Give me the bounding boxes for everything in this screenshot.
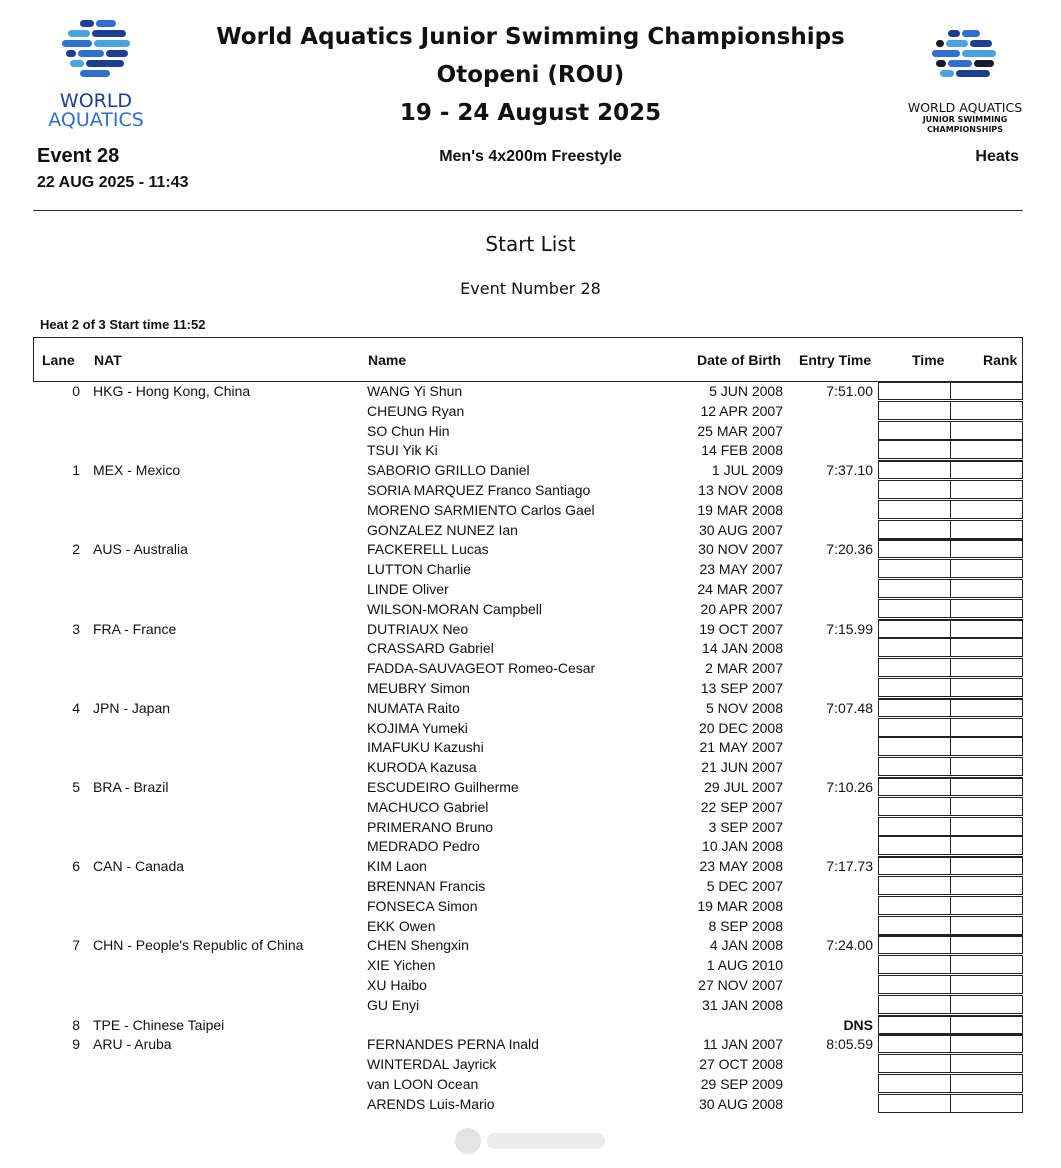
table-row xyxy=(33,896,1023,916)
swimmer-dob: 27 OCT 2008 xyxy=(699,1056,783,1073)
table-row xyxy=(33,401,1023,421)
rank-box xyxy=(950,500,1023,519)
swimmer-name: FERNANDES PERNA Inald xyxy=(367,1036,539,1053)
col-lane: Lane xyxy=(42,352,75,368)
rank-box xyxy=(950,1074,1023,1093)
swimmer-dob: 27 NOV 2007 xyxy=(698,977,783,993)
swimmer-dob: 13 SEP 2007 xyxy=(700,680,783,696)
rank-box xyxy=(950,896,1023,915)
time-box xyxy=(878,1034,951,1053)
table-row xyxy=(33,955,1023,975)
entry-time: 7:10.26 xyxy=(826,779,873,795)
round-name: Heats xyxy=(975,148,1019,165)
swimmer-name: XU Haibo xyxy=(367,977,427,993)
swimmer-dob: 30 AUG 2007 xyxy=(698,521,783,538)
table-row xyxy=(33,658,1023,678)
rank-box xyxy=(950,539,1023,558)
time-box xyxy=(878,1054,951,1073)
swimmer-name: BRENNAN Francis xyxy=(367,878,486,894)
swimmer-dob: 31 JAN 2008 xyxy=(702,996,783,1013)
team-nat: CAN - Canada xyxy=(93,858,185,875)
swimmer-dob: 8 SEP 2008 xyxy=(708,917,783,934)
table-row xyxy=(33,916,1023,936)
table-header xyxy=(33,337,1023,382)
time-box xyxy=(878,599,951,618)
table-row xyxy=(33,1094,1023,1114)
rank-box xyxy=(950,916,1023,935)
swimmer-name: CHEUNG Ryan xyxy=(367,402,465,419)
swimmer-dob: 1 JUL 2009 xyxy=(711,462,783,479)
rank-box xyxy=(950,817,1023,836)
logo-right-word-2: JUNIOR SWIMMING xyxy=(922,115,1008,124)
table-row xyxy=(33,460,1023,480)
swimmer-dob: 29 JUL 2007 xyxy=(704,779,783,795)
swimmer-name: WANG Yi Shun xyxy=(367,383,463,399)
swimmer-name: FADDA-SAUVAGEOT Romeo-Cesar xyxy=(367,660,596,677)
time-box xyxy=(878,520,951,539)
col-name: Name xyxy=(368,352,407,368)
entry-time: DNS xyxy=(843,1016,873,1033)
table-row xyxy=(33,836,1023,856)
time-box xyxy=(878,916,951,935)
rank-box xyxy=(950,1034,1023,1053)
time-box xyxy=(878,975,951,994)
swimmer-dob: 24 MAR 2007 xyxy=(697,581,783,597)
swimmer-dob: 23 MAY 2007 xyxy=(699,561,783,578)
table-row xyxy=(33,757,1023,777)
time-box xyxy=(878,757,951,776)
time-box xyxy=(878,658,951,677)
championship-dates: 19 - 24 August 2025 xyxy=(399,100,662,126)
rank-box xyxy=(950,678,1023,697)
swimmer-dob: 10 JAN 2008 xyxy=(702,838,783,855)
time-box xyxy=(878,678,951,697)
championship-title: World Aquatics Junior Swimming Championships xyxy=(216,24,845,50)
swimmer-name: SORIA MARQUEZ Franco Santiago xyxy=(367,482,591,498)
table-row xyxy=(33,975,1023,995)
swimmer-name: MORENO SARMIENTO Carlos Gael xyxy=(367,501,595,518)
swimmer-name: IMAFUKU Kazushi xyxy=(367,739,484,756)
time-box xyxy=(878,995,951,1014)
entry-time: 7:37.10 xyxy=(826,462,873,479)
col-entry-time: Entry Time xyxy=(799,352,872,368)
rank-box xyxy=(950,579,1023,598)
time-box xyxy=(878,401,951,420)
team-nat: CHN - People's Republic of China xyxy=(93,937,304,954)
swimmer-dob: 21 MAY 2007 xyxy=(699,739,783,756)
rank-box xyxy=(950,836,1023,855)
time-box xyxy=(878,836,951,855)
team-nat: JPN - Japan xyxy=(93,699,171,716)
table-row xyxy=(33,856,1023,876)
table-row xyxy=(33,440,1023,460)
rank-box xyxy=(950,718,1023,737)
time-box xyxy=(878,638,951,657)
lane-number: 0 xyxy=(72,383,80,399)
lane-number: 1 xyxy=(72,462,80,479)
event-datetime: 22 AUG 2025 - 11:43 xyxy=(37,174,189,191)
rank-box xyxy=(950,658,1023,677)
entry-time: 7:07.48 xyxy=(826,699,873,716)
swimmer-name: LUTTON Charlie xyxy=(367,561,471,578)
time-box xyxy=(878,500,951,519)
team-nat: BRA - Brazil xyxy=(93,779,169,795)
table-row xyxy=(33,619,1023,639)
time-box xyxy=(878,935,951,954)
table-row xyxy=(33,1054,1023,1074)
time-box xyxy=(878,539,951,558)
swimmer-dob: 5 DEC 2007 xyxy=(706,878,783,894)
header-divider xyxy=(33,210,1023,211)
time-box xyxy=(878,480,951,499)
swimmer-name: KOJIMA Yumeki xyxy=(367,719,468,736)
swimmer-name: MEUBRY Simon xyxy=(367,680,470,696)
swimmer-dob: 19 MAR 2008 xyxy=(697,897,783,914)
table-row xyxy=(33,737,1023,757)
swimmer-dob: 22 SEP 2007 xyxy=(700,798,783,815)
rank-box xyxy=(950,797,1023,816)
lane-number: 9 xyxy=(72,1036,80,1053)
time-box xyxy=(878,619,951,638)
rank-box xyxy=(950,381,1023,400)
swimmer-name: CRASSARD Gabriel xyxy=(367,640,494,657)
team-nat: TPE - Chinese Taipei xyxy=(93,1016,225,1033)
table-row xyxy=(33,1034,1023,1054)
table-row xyxy=(33,995,1023,1015)
time-box xyxy=(878,1094,951,1113)
time-box xyxy=(878,896,951,915)
time-box xyxy=(878,777,951,796)
table-row xyxy=(33,421,1023,441)
table-row xyxy=(33,935,1023,955)
swimmer-dob: 13 NOV 2008 xyxy=(698,482,783,498)
swimmer-name: GU Enyi xyxy=(367,996,420,1013)
rank-box xyxy=(950,599,1023,618)
lane-number: 8 xyxy=(72,1016,80,1033)
championship-location: Otopeni (ROU) xyxy=(436,62,625,88)
rank-box xyxy=(950,698,1023,717)
swimmer-name: ARENDS Luis-Mario xyxy=(367,1095,495,1112)
swimmer-dob: 3 SEP 2007 xyxy=(708,818,783,835)
time-box xyxy=(878,579,951,598)
col-dob: Date of Birth xyxy=(697,352,781,368)
rank-box xyxy=(950,440,1023,459)
swimmer-name: XIE Yichen xyxy=(367,957,436,974)
time-box xyxy=(878,817,951,836)
lane-number: 4 xyxy=(72,699,80,716)
col-time: Time xyxy=(912,352,945,368)
document-title: Start List xyxy=(485,232,576,256)
swimmer-dob: 21 JUN 2007 xyxy=(701,759,783,776)
swimmer-dob: 23 MAY 2008 xyxy=(699,858,783,875)
table-row xyxy=(33,797,1023,817)
rank-box xyxy=(950,777,1023,796)
swimmer-name: SABORIO GRILLO Daniel xyxy=(367,462,530,479)
lane-number: 6 xyxy=(72,858,80,875)
table-row xyxy=(33,559,1023,579)
rank-box xyxy=(950,975,1023,994)
entry-time: 7:20.36 xyxy=(826,541,873,558)
table-row xyxy=(33,599,1023,619)
swimmer-name: FACKERELL Lucas xyxy=(367,541,489,558)
swimmer-name: PRIMERANO Bruno xyxy=(367,818,494,835)
logo-right-word-3: CHAMPIONSHIPS xyxy=(926,125,1004,134)
swimmer-name: ESCUDEIRO Guilherme xyxy=(367,779,519,795)
swimmer-dob: 11 JAN 2007 xyxy=(703,1036,783,1053)
time-box xyxy=(878,856,951,875)
rank-box xyxy=(950,935,1023,954)
time-box xyxy=(878,1015,951,1034)
rank-box xyxy=(950,559,1023,578)
rank-box xyxy=(950,1054,1023,1073)
table-row xyxy=(33,1074,1023,1094)
event-name: Men's 4x200m Freestyle xyxy=(439,148,622,165)
table-row xyxy=(33,579,1023,599)
swimmer-dob: 4 JAN 2008 xyxy=(709,937,783,954)
table-row xyxy=(33,817,1023,837)
rank-box xyxy=(950,757,1023,776)
rank-box xyxy=(950,619,1023,638)
time-box xyxy=(878,718,951,737)
table-row xyxy=(33,876,1023,896)
entry-time: 8:05.59 xyxy=(826,1036,873,1053)
swimmer-dob: 20 APR 2007 xyxy=(700,600,783,617)
team-nat: HKG - Hong Kong, China xyxy=(93,383,251,399)
table-row xyxy=(33,777,1023,797)
swimmer-name: WILSON-MORAN Campbell xyxy=(367,600,543,617)
swimmer-dob: 12 APR 2007 xyxy=(700,402,783,419)
rank-box xyxy=(950,520,1023,539)
rank-box xyxy=(950,995,1023,1014)
swimmer-name: DUTRIAUX Neo xyxy=(367,620,469,637)
rank-box xyxy=(950,638,1023,657)
lane-number: 5 xyxy=(72,779,80,795)
swimmer-name: LINDE Oliver xyxy=(367,581,449,597)
time-box xyxy=(878,421,951,440)
time-box xyxy=(878,381,951,400)
swimmer-name: WINTERDAL Jayrick xyxy=(367,1056,497,1073)
watermark-icon xyxy=(455,1128,605,1154)
swimmer-dob: 20 DEC 2008 xyxy=(698,719,783,736)
logo-right-word-1: WORLD AQUATICS xyxy=(907,100,1023,115)
swimmer-name: TSUI Yik Ki xyxy=(367,442,438,459)
time-box xyxy=(878,460,951,479)
rank-box xyxy=(950,876,1023,895)
time-box xyxy=(878,1074,951,1093)
swimmer-name: KURODA Kazusa xyxy=(367,759,477,776)
team-nat: FRA - France xyxy=(93,620,177,637)
team-nat: AUS - Australia xyxy=(93,541,188,558)
swimmer-dob: 29 SEP 2009 xyxy=(700,1076,783,1092)
rank-box xyxy=(950,480,1023,499)
time-box xyxy=(878,737,951,756)
swimmer-name: MEDRADO Pedro xyxy=(367,838,480,855)
time-box xyxy=(878,797,951,816)
table-row xyxy=(33,520,1023,540)
swimmer-dob: 30 NOV 2007 xyxy=(698,541,783,558)
rank-box xyxy=(950,460,1023,479)
rank-box xyxy=(950,856,1023,875)
table-row xyxy=(33,1015,1023,1035)
entry-time: 7:15.99 xyxy=(826,620,873,637)
swimmer-dob: 30 AUG 2008 xyxy=(698,1095,783,1112)
table-row xyxy=(33,718,1023,738)
lane-number: 7 xyxy=(72,937,80,954)
swimmer-name: CHEN Shengxin xyxy=(367,937,469,954)
table-row xyxy=(33,698,1023,718)
swimmer-name: van LOON Ocean xyxy=(367,1076,479,1092)
swimmer-dob: 19 OCT 2007 xyxy=(699,620,783,637)
rank-box xyxy=(950,955,1023,974)
time-box xyxy=(878,559,951,578)
col-rank: Rank xyxy=(983,352,1018,368)
swimmer-dob: 5 NOV 2008 xyxy=(705,699,783,716)
table-row xyxy=(33,539,1023,559)
time-box xyxy=(878,698,951,717)
entry-time: 7:24.00 xyxy=(826,937,873,954)
rank-box xyxy=(950,421,1023,440)
swimmer-name: GONZALEZ NUNEZ Ian xyxy=(367,521,518,538)
rank-box xyxy=(950,1015,1023,1034)
entry-time: 7:17.73 xyxy=(826,858,873,875)
document-subtitle: Event Number 28 xyxy=(460,279,601,298)
time-box xyxy=(878,876,951,895)
table-row xyxy=(33,500,1023,520)
table-row xyxy=(33,480,1023,500)
lane-number: 2 xyxy=(72,541,80,558)
lane-number: 3 xyxy=(72,620,80,637)
team-nat: MEX - Mexico xyxy=(93,462,181,479)
swimmer-name: FONSECA Simon xyxy=(367,897,478,914)
swimmer-dob: 14 FEB 2008 xyxy=(701,442,783,459)
swimmer-name: NUMATA Raito xyxy=(367,699,460,716)
swimmer-name: KIM Laon xyxy=(367,858,427,875)
logo-left-word-2: AQUATICS xyxy=(48,109,144,131)
swimmer-dob: 25 MAR 2007 xyxy=(697,422,783,439)
swimmer-name: EKK Owen xyxy=(367,917,436,934)
swimmer-dob: 5 JUN 2008 xyxy=(709,383,783,399)
rank-box xyxy=(950,1094,1023,1113)
time-box xyxy=(878,955,951,974)
rank-box xyxy=(950,737,1023,756)
table-row xyxy=(33,381,1023,401)
event-number: Event 28 xyxy=(37,145,120,167)
col-nat: NAT xyxy=(94,352,122,368)
swimmer-dob: 2 MAR 2007 xyxy=(705,660,783,677)
swimmer-dob: 19 MAR 2008 xyxy=(697,501,783,518)
time-box xyxy=(878,440,951,459)
team-nat: ARU - Aruba xyxy=(93,1036,172,1053)
table-row xyxy=(33,638,1023,658)
heat-info: Heat 2 of 3 Start time 11:52 xyxy=(40,317,206,332)
table-row xyxy=(33,678,1023,698)
swimmer-name: MACHUCO Gabriel xyxy=(367,798,489,815)
swimmer-name: SO Chun Hin xyxy=(367,422,450,439)
rank-box xyxy=(950,401,1023,420)
swimmer-dob: 1 AUG 2010 xyxy=(706,957,783,974)
logo-left-word-1: WORLD xyxy=(59,90,133,112)
swimmer-dob: 14 JAN 2008 xyxy=(702,640,783,657)
entry-time: 7:51.00 xyxy=(826,383,873,399)
